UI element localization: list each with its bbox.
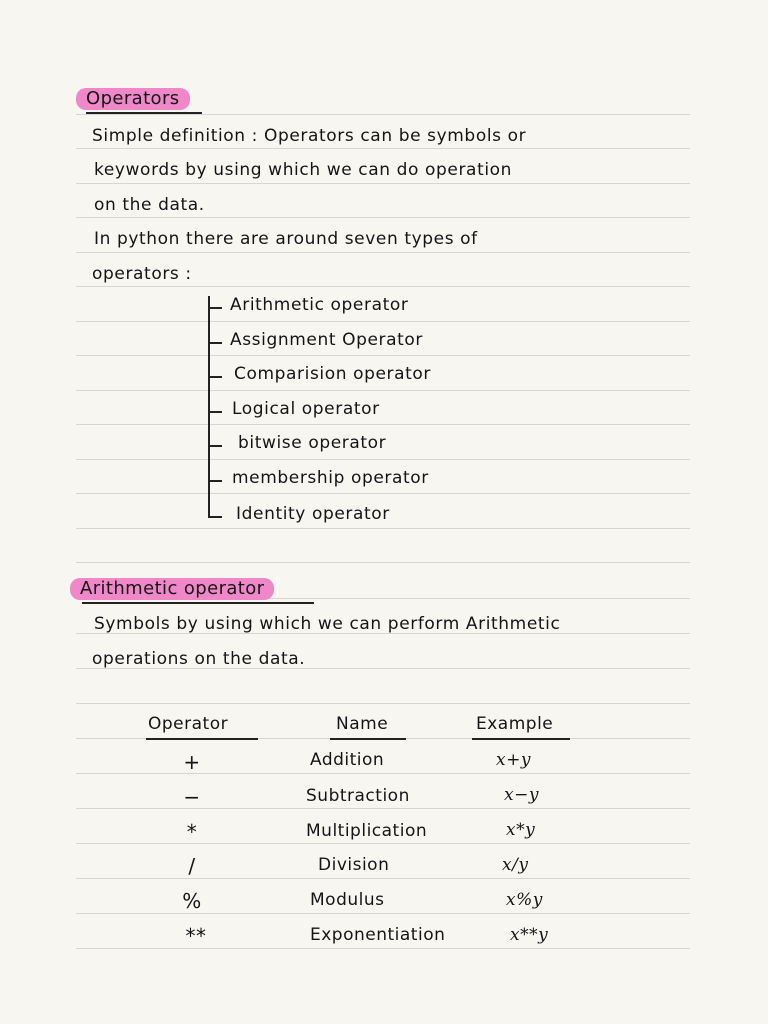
tree-branch bbox=[208, 376, 222, 378]
table-cell-name: Modulus bbox=[310, 890, 385, 910]
ruled-line bbox=[76, 217, 690, 218]
ruled-line bbox=[76, 562, 690, 563]
section-heading-arithmetic: Arithmetic operator bbox=[70, 578, 274, 600]
ruled-line bbox=[76, 114, 690, 115]
table-cell-operator: ** bbox=[185, 924, 207, 948]
ruled-line bbox=[76, 948, 690, 949]
ruled-line bbox=[76, 913, 690, 914]
operator-type-item: bitwise operator bbox=[238, 433, 387, 453]
ruled-line bbox=[76, 321, 690, 322]
ruled-line bbox=[76, 286, 690, 287]
definition-line-2: keywords by using which we can do operation bbox=[94, 160, 513, 180]
table-cell-name: Exponentiation bbox=[310, 925, 446, 945]
table-cell-operator: * bbox=[186, 820, 198, 844]
ruled-line bbox=[76, 183, 690, 184]
column-header-example: Example bbox=[476, 714, 554, 734]
heading-underline bbox=[86, 112, 202, 114]
tree-branch bbox=[208, 307, 222, 309]
table-cell-operator: % bbox=[182, 889, 202, 913]
arithmetic-definition-line-1: Symbols by using which we can perform Arithmetic bbox=[94, 614, 561, 634]
operator-type-item: Assignment Operator bbox=[230, 330, 423, 350]
tree-connector bbox=[208, 296, 210, 518]
table-cell-name: Addition bbox=[310, 750, 385, 770]
ruled-line bbox=[76, 528, 690, 529]
table-cell-name: Subtraction bbox=[306, 786, 410, 806]
definition-line-1: Simple definition : Operators can be symbols or bbox=[92, 126, 527, 146]
tree-branch bbox=[208, 445, 222, 447]
table-cell-name: Division bbox=[318, 855, 390, 875]
column-header-operator: Operator bbox=[148, 714, 229, 734]
operator-type-item: Arithmetic operator bbox=[230, 295, 409, 315]
operator-type-item: Identity operator bbox=[236, 504, 390, 524]
section-heading-operators: Operators bbox=[76, 88, 190, 110]
ruled-line bbox=[76, 355, 690, 356]
column-header-underline bbox=[146, 738, 258, 740]
table-cell-name: Multiplication bbox=[306, 821, 428, 841]
ruled-line bbox=[76, 703, 690, 704]
tree-branch bbox=[208, 411, 222, 413]
tree-branch bbox=[208, 342, 222, 344]
table-cell-operator: + bbox=[183, 750, 201, 774]
ruled-line bbox=[76, 148, 690, 149]
column-header-underline bbox=[330, 738, 406, 740]
ruled-line bbox=[76, 459, 690, 460]
ruled-line bbox=[76, 424, 690, 425]
definition-line-5: operators : bbox=[92, 264, 192, 284]
table-cell-example: x−y bbox=[504, 785, 539, 805]
table-cell-example: x*y bbox=[506, 820, 536, 840]
operator-type-item: Logical operator bbox=[232, 399, 380, 419]
definition-line-3: on the data. bbox=[94, 195, 205, 215]
tree-branch bbox=[208, 516, 222, 518]
tree-branch bbox=[208, 480, 222, 482]
table-cell-example: x/y bbox=[502, 855, 529, 875]
column-header-underline bbox=[472, 738, 570, 740]
ruled-line bbox=[76, 878, 690, 879]
table-cell-example: x%y bbox=[506, 890, 543, 910]
table-cell-operator: − bbox=[183, 785, 201, 809]
table-cell-operator: / bbox=[188, 854, 196, 878]
heading-underline bbox=[82, 602, 314, 604]
ruled-line bbox=[76, 252, 690, 253]
definition-line-4: In python there are around seven types of bbox=[94, 229, 478, 249]
operator-type-item: Comparision operator bbox=[234, 364, 432, 384]
column-header-name: Name bbox=[336, 714, 389, 734]
arithmetic-definition-line-2: operations on the data. bbox=[92, 649, 306, 669]
table-cell-example: x+y bbox=[496, 750, 531, 770]
ruled-line bbox=[76, 390, 690, 391]
table-cell-example: x**y bbox=[510, 925, 549, 945]
ruled-line bbox=[76, 493, 690, 494]
operator-type-item: membership operator bbox=[232, 468, 429, 488]
